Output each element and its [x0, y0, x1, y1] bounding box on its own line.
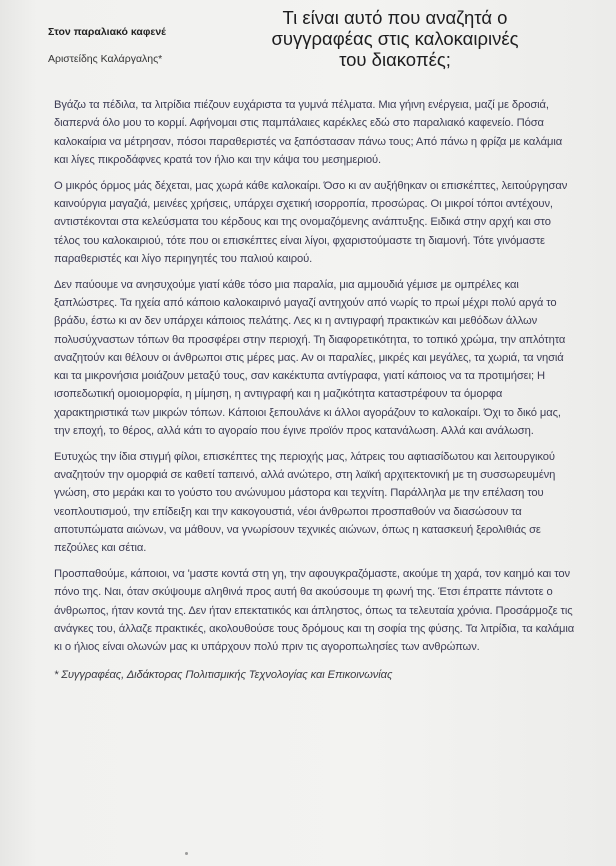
- header-left: [48, 26, 278, 65]
- paragraph: Δεν παύουμε να ανησυχούμε γιατί κάθε τόσο μια παραλία, μια αμμουδιά γέμισε με ομπρέλες και ξαπλώστρες. Τα ηχεία από κάποιο καλοκαιρινό μαγαζί αντηχούν από νωρίς το πρωί μέχρι πολύ αργά το βράδυ, έστω κι αν δεν υπάρχει κάποιος πελάτης. Λες κι η αντιγραφή πρακτικών και μεθόδων άλλων πολυσύχναστων τόπων θα προσφέρει στην περιοχή. Τη διαφορετικότητα, το τοπικό χρώμα, την απλότητα αναζητούν και θέλουν οι άνθρωποι στις μέρες μας. Αν οι παραλίες, μικρές και μεγάλες, τα χωριά, τα νησιά και τα μικρονήσια μοιάζουν μεταξύ τους, σαν κακέκτυπα αντίγραφα, γιατί κάποιος να τα προτιμήσει; Η ισοπεδωτική ομοιομορφία, η μίμηση, η αντιγραφή και η μαζικότητα καταστρέφουν τα όμορφα χαρακτηριστικά των μικρών τόπων. Κάποιοι ξεπουλάνε κι άλλοι αγοράζουν το καλοκαίρι. Όχι το δικό μας, την εποχή, το θέρος, αλλά κάτι το αγοραίο που έγινε προϊόν προς κατανάλωση. Αλλά και ανάλωση.: [54, 278, 566, 438]
- print-speck: [185, 852, 188, 855]
- article-body: [54, 96, 577, 691]
- article-title: Τι είναι αυτό που αναζητά ο συγγραφέας στις καλοκαιρινές του διακοπές;: [271, 7, 519, 70]
- column-label: Στον παραλιακό καφενέ: [48, 26, 166, 38]
- paragraph: Ο μικρός όρμος μάς δέχεται, μας χωρά κάθε καλοκαίρι. Όσο κι αν αυξήθηκαν οι επισκέπτες, λειτούργησαν καινούργια μαγαζιά, μεινέες χρήσεις, υπάρχει σχετική ισορροπία, προσώρας. Οι μικροί τόποι αντέχουν, αντιστέκονται στα κελεύσματα του κέρδους και της ονομαζόμενης ανάπτυξης. Ειδικά στην αρχή και στο τέλος του καλοκαιριού, τότε που οι επισκέπτες είναι λίγοι, φχαριστούμαστε τη διαμονή. Τότε γινόμαστε παραθεριστές και λίγο περιηγητές του παλιού καιρού.: [54, 179, 568, 265]
- paragraph: Βγάζω τα πέδιλα, τα λιτρίδια πιέζουν ευχάριστα τα γυμνά πέλματα. Μια γήινη ενέργεια, μαζί με δροσιά, διαπερνά όλο μου το κορμί. Αφήνομαι στις παμπάλαιες καρέκλες εδώ στο παραλιακό καφενείο. Πόσα καλοκαίρια να μέτρησαν, πόσοι παραθεριστές να ξαπόστασαν πάνω τους; Από πάνω η φρίζα με καλάμια και λίγες πικροδάφνες κρατά τον ήλιο και την κάψα του μεσημεριού.: [54, 99, 563, 166]
- paragraph: Προσπαθούμε, κάποιοι, να 'μαστε κοντά στη γη, την αφουγκραζόμαστε, ακούμε τη χαρά, τον καημό και τον πόνο της. Ναι, όταν σκύψουμε αληθινά προς αυτή θα ακούσουμε τη φωνή της. Έτσι έπραττε πάντοτε ο άνθρωπος, ήταν κοντά της. Δεν ήταν επεκτατικός και άπληστος, όπως τα τελευταία χρόνια. Προσάρμοζε τις ανάγκες του, άλλαζε πρακτικές, ακολουθούσε τους δρόμους και τη σοφία της φύσης. Τα λιτρίδια, τα καλάμια κι ο ήλιος είναι ολωνών μας κι υπάρχουν πολύ πριν τις αγοροπωλησίες των ανθρώπων.: [54, 568, 575, 654]
- author-byline: Αριστείδης Καλάργαλης*: [48, 53, 163, 65]
- paragraph: Ευτυχώς την ίδια στιγμή φίλοι, επισκέπτες της περιοχής μας, λάτρεις του αφτιασίδωτου και λειτουργικού αναζητούν την ομορφιά σε καθετί ταπεινό, αλλά ανώτερο, στη λαϊκή αρχιτεκτονική με τη συσσωρευμένη γνώση, στο μεράκι και το γούστο του ανώνυμου μάστορα και τεχνίτη. Παράλληλα με την επέλαση του νεοπλουτισμού, την επίδειξη και την κακογουστιά, νέοι άνθρωποι προσπαθούν να διασώσουν τα αποτυπώματα αιώνων, να μάθουν, να γνωρίσουν τεχνικές αιώνων, όπως η κατασκευή ξερολιθιάς σε πεζούλες και σέτια.: [54, 450, 556, 555]
- author-footnote: * Συγγραφέας, Διδάκτορας Πολιτισμικής Τεχνολογίας και Επικοινωνίας: [54, 668, 393, 681]
